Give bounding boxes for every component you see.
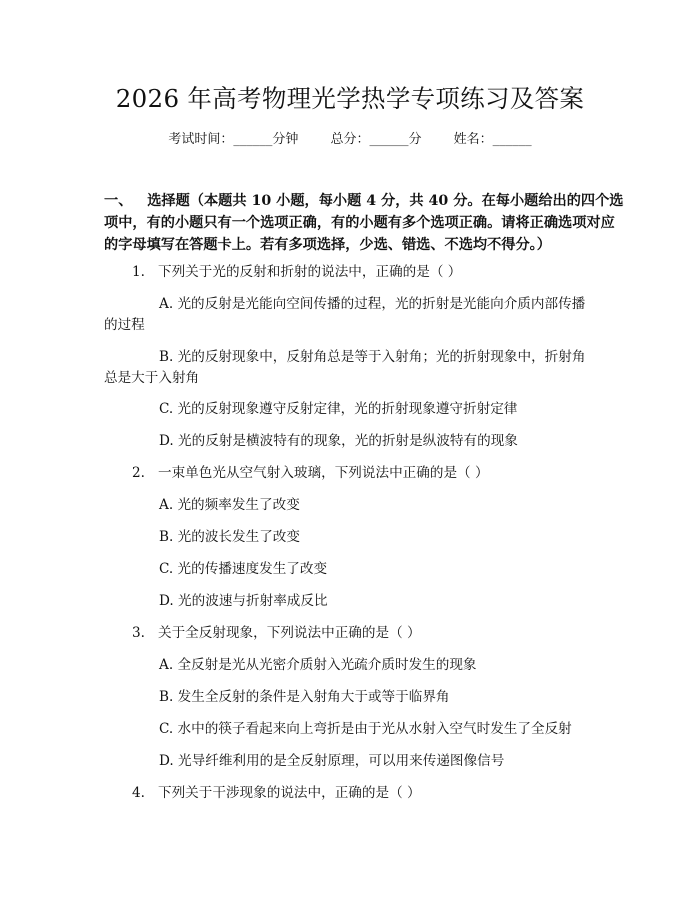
question-stem: 关于全反射现象，下列说法中正确的是（ ） bbox=[158, 625, 421, 641]
question-1 bbox=[132, 262, 461, 282]
question-3 bbox=[132, 623, 421, 643]
option-1c: C. 光的反射现象遵守反射定律，光的折射现象遵守折射定律 bbox=[159, 401, 518, 417]
section-label: 一、 bbox=[104, 193, 133, 209]
student-name: 姓名：______ bbox=[453, 132, 532, 147]
option-3c: C. 水中的筷子看起来向上弯折是由于光从水射入空气时发生了全反射 bbox=[159, 721, 572, 737]
exam-score: 总分：______分 bbox=[330, 132, 422, 147]
question-stem: 下列关于光的反射和折射的说法中，正确的是（ ） bbox=[158, 264, 462, 280]
option-1a-continued: 的过程 bbox=[104, 317, 145, 333]
question-stem: 下列关于干涉现象的说法中，正确的是（ ） bbox=[158, 785, 421, 801]
question-2 bbox=[132, 463, 489, 483]
option-2b: B. 光的波长发生了改变 bbox=[159, 529, 300, 545]
option-2a: A. 光的频率发生了改变 bbox=[159, 497, 300, 513]
question-number: 2. bbox=[132, 465, 145, 481]
question-number: 3. bbox=[132, 625, 145, 641]
option-1b-continued: 总是大于入射角 bbox=[104, 370, 200, 386]
document-title: 2026 年高考物理光学热学专项练习及答案 bbox=[115, 84, 585, 113]
option-2c: C. 光的传播速度发生了改变 bbox=[159, 561, 328, 577]
section-heading bbox=[104, 190, 624, 256]
option-3a: A. 全反射是光从光密介质射入光疏介质时发生的现象 bbox=[159, 657, 477, 673]
question-stem: 一束单色光从空气射入玻璃，下列说法中正确的是（ ） bbox=[158, 465, 489, 481]
option-1d: D. 光的反射是横波特有的现象，光的折射是纵波特有的现象 bbox=[159, 433, 518, 449]
option-3b: B. 发生全反射的条件是入射角大于或等于临界角 bbox=[159, 689, 450, 705]
question-4 bbox=[132, 783, 421, 803]
option-2d: D. 光的波速与折射率成反比 bbox=[159, 593, 328, 609]
option-1b: B. 光的反射现象中，反射角总是等于入射角；光的折射现象中，折射角 bbox=[159, 349, 586, 365]
exam-info bbox=[0, 130, 700, 150]
exam-time: 考试时间：______分钟 bbox=[168, 132, 299, 147]
question-number: 1. bbox=[132, 264, 145, 280]
section-instructions: 选择题（本题共 10 小题，每小题 4 分，共 40 分。在每小题给出的四个选项中，有的小题只有一个选项正确，有的小题有多个选项正确。请将正确选项对应的字母填写在答题卡上。若有多项选择，少选、错选、不选均不得分。） bbox=[104, 193, 624, 253]
option-1a: A. 光的反射是光能向空间传播的过程，光的折射是光能向介质内部传播 bbox=[159, 296, 586, 312]
option-3d: D. 光导纤维利用的是全反射原理，可以用来传递图像信号 bbox=[159, 753, 505, 769]
question-number: 4. bbox=[132, 785, 145, 801]
